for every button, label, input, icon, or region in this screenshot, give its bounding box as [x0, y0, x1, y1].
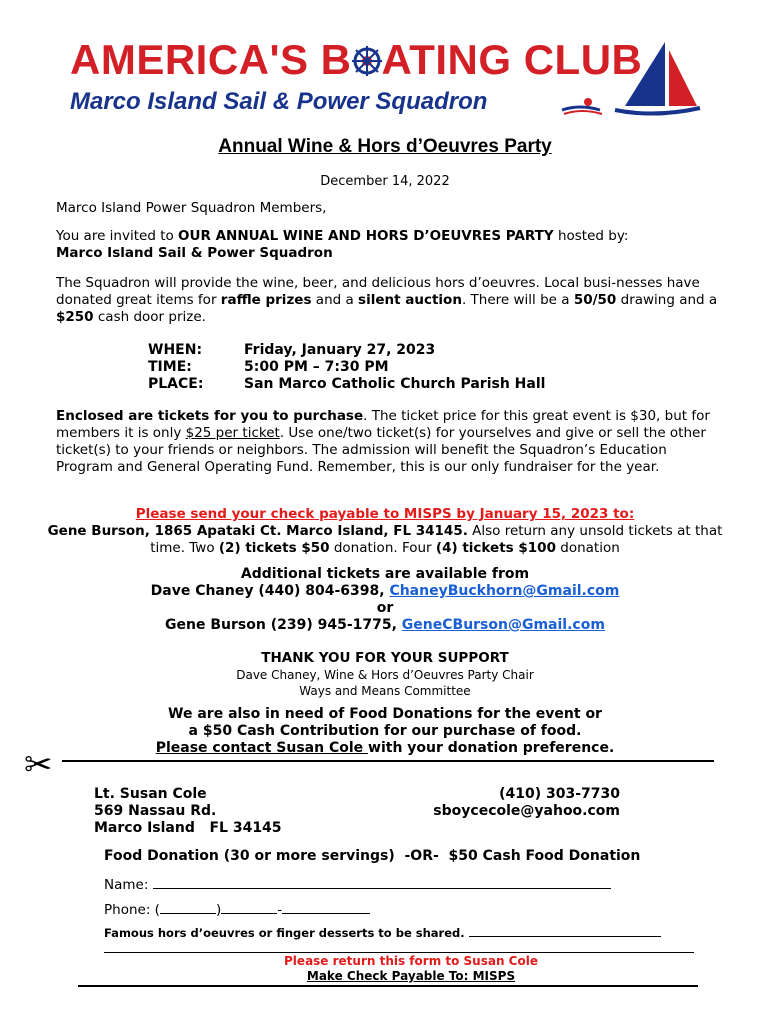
food-request — [40, 706, 730, 757]
payable-line: Make Check Payable To: MISPS — [306, 969, 516, 983]
when-value: Friday, January 27, 2023 — [244, 342, 436, 358]
contact-phone: (410) 303-7730 — [499, 786, 620, 802]
silent-auction: silent auction — [358, 292, 462, 308]
phone-line-field[interactable] — [282, 900, 370, 914]
payment-section: Please send your check payable to MISPS by January 15, 2023 to: Gene Burson, 1865 Apataki Ct. Marco Island, FL 34145. Also return any unsold tickets at that time. Two (2) tickets $50 donation. Four (4) tickets $100 donation — [40, 506, 730, 557]
contact-name: Lt. Susan Cole — [94, 786, 207, 802]
return-instructions — [104, 954, 718, 984]
gene-contact: Gene Burson (239) 945-1775, — [165, 617, 402, 633]
additional-heading: Additional tickets are available from — [240, 566, 530, 582]
food-request-line1: We are also in need of Food Donations for the event or — [168, 706, 602, 722]
four-ticket-offer: (4) tickets $100 — [435, 540, 556, 556]
food-request-line2: a $50 Cash Contribution for our purchase of food. — [188, 723, 582, 739]
invitation-paragraph — [56, 228, 726, 262]
fifty-fifty: 50/50 — [573, 292, 617, 308]
desserts-field-line2[interactable] — [104, 942, 694, 953]
phone-label: Phone: ( — [104, 902, 160, 918]
place-value: San Marco Catholic Church Parish Hall — [244, 376, 546, 392]
food-request-line3: with your donation preference. — [368, 740, 615, 756]
payment-deadline: Please send your check payable to MISPS by January 15, 2023 to: — [135, 506, 635, 522]
phone-area-field[interactable] — [160, 900, 216, 914]
logo-text-part2: ATING CLUB — [381, 36, 643, 83]
chair-name: Dave Chaney, Wine & Hors d’Oeuvres Party Chair — [236, 668, 534, 682]
mailing-address: Gene Burson, 1865 Apataki Ct. Marco Island, FL 34145. — [47, 523, 468, 539]
committee-name: Ways and Means Committee — [299, 684, 471, 698]
host-name: Marco Island Sail & Power Squadron — [56, 245, 333, 261]
phone-row: Phone: ( ) - — [104, 900, 724, 918]
scissors-icon: ✂ — [24, 745, 53, 785]
when-label: WHEN: — [148, 342, 203, 358]
thanks-heading: THANK YOU FOR YOUR SUPPORT — [261, 650, 509, 666]
name-label: Name: — [104, 877, 153, 893]
contact-susan: Please contact Susan Cole — [155, 740, 369, 756]
door-prize-amount: $250 — [56, 309, 94, 325]
name-field[interactable] — [153, 875, 611, 889]
member-price: $25 per ticket — [185, 425, 280, 441]
invite-text: You are invited to — [56, 228, 179, 244]
invite-hosted: hosted by: — [553, 228, 629, 244]
swimmer-icon — [560, 96, 680, 118]
greeting: Marco Island Power Squadron Members, — [56, 200, 327, 216]
donation-form — [104, 848, 724, 865]
desserts-row — [104, 925, 724, 940]
two-ticket-offer: (2) tickets $50 — [218, 540, 330, 556]
tickets-enclosed: Enclosed are tickets for you to purchase — [56, 408, 364, 424]
raffle-prizes: raffle prizes — [220, 292, 312, 308]
name-row — [104, 874, 724, 893]
thanks-section — [40, 650, 730, 699]
phone-prefix-field[interactable] — [221, 900, 277, 914]
form-heading: Food Donation (30 or more servings) -OR- $50 Cash Food Donation — [104, 848, 641, 864]
contact-city: Marco Island FL 34145 — [94, 820, 282, 836]
event-name: OUR ANNUAL WINE AND HORS D’OEUVRES PARTY — [178, 228, 554, 244]
desserts-field[interactable] — [469, 925, 661, 937]
logo-text-part1: AMERICA'S B — [70, 36, 352, 83]
bottom-rule — [78, 985, 698, 987]
or-text: or — [376, 600, 394, 616]
ships-wheel-icon — [352, 46, 382, 76]
dave-contact: Dave Chaney (440) 804-6398, — [150, 583, 390, 599]
additional-tickets — [40, 566, 730, 634]
dave-email-link[interactable]: ChaneyBuckhorn@Gmail.com — [389, 583, 620, 599]
return-line: Please return this form to Susan Cole — [284, 954, 538, 968]
contact-address — [94, 786, 394, 837]
time-value: 5:00 PM – 7:30 PM — [244, 359, 389, 375]
contact-email: sboycecole@yahoo.com — [433, 803, 620, 819]
tickets-paragraph: Enclosed are tickets for you to purchase. The ticket price for this great event is $30, but for members it is only $25 per ticket. Use one/two ticket(s) for yourselves and give or sell the other ticket(s) to your friends or neighbors. The admission will benefit the Squadron’s Education Program and General Operating Fund. Remember, this is our only fundraiser for the year. — [56, 408, 710, 475]
contact-info — [400, 786, 620, 820]
provide-paragraph: The Squadron will provide the wine, beer, and delicious hors d’oeuvres. Local busi-nesses have donated great items for raffle prizes and a silent auction. There will be a 50/50 drawing and a $250 cash door prize. — [56, 275, 718, 325]
squadron-name: Marco Island Sail & Power Squadron — [70, 88, 488, 115]
document-title: Annual Wine & Hors d’Oeuvres Party — [218, 136, 552, 157]
letter-date: December 14, 2022 — [320, 174, 450, 189]
time-label: TIME: — [148, 359, 192, 375]
event-details — [148, 342, 708, 393]
cut-line — [62, 760, 714, 762]
contact-street: 569 Nassau Rd. — [94, 803, 217, 819]
gene-email-link[interactable]: GeneCBurson@Gmail.com — [401, 617, 605, 633]
desserts-label: Famous hors d’oeuvres or finger desserts to be shared. — [104, 926, 469, 940]
place-label: PLACE: — [148, 376, 204, 392]
club-logo-title — [70, 36, 642, 84]
